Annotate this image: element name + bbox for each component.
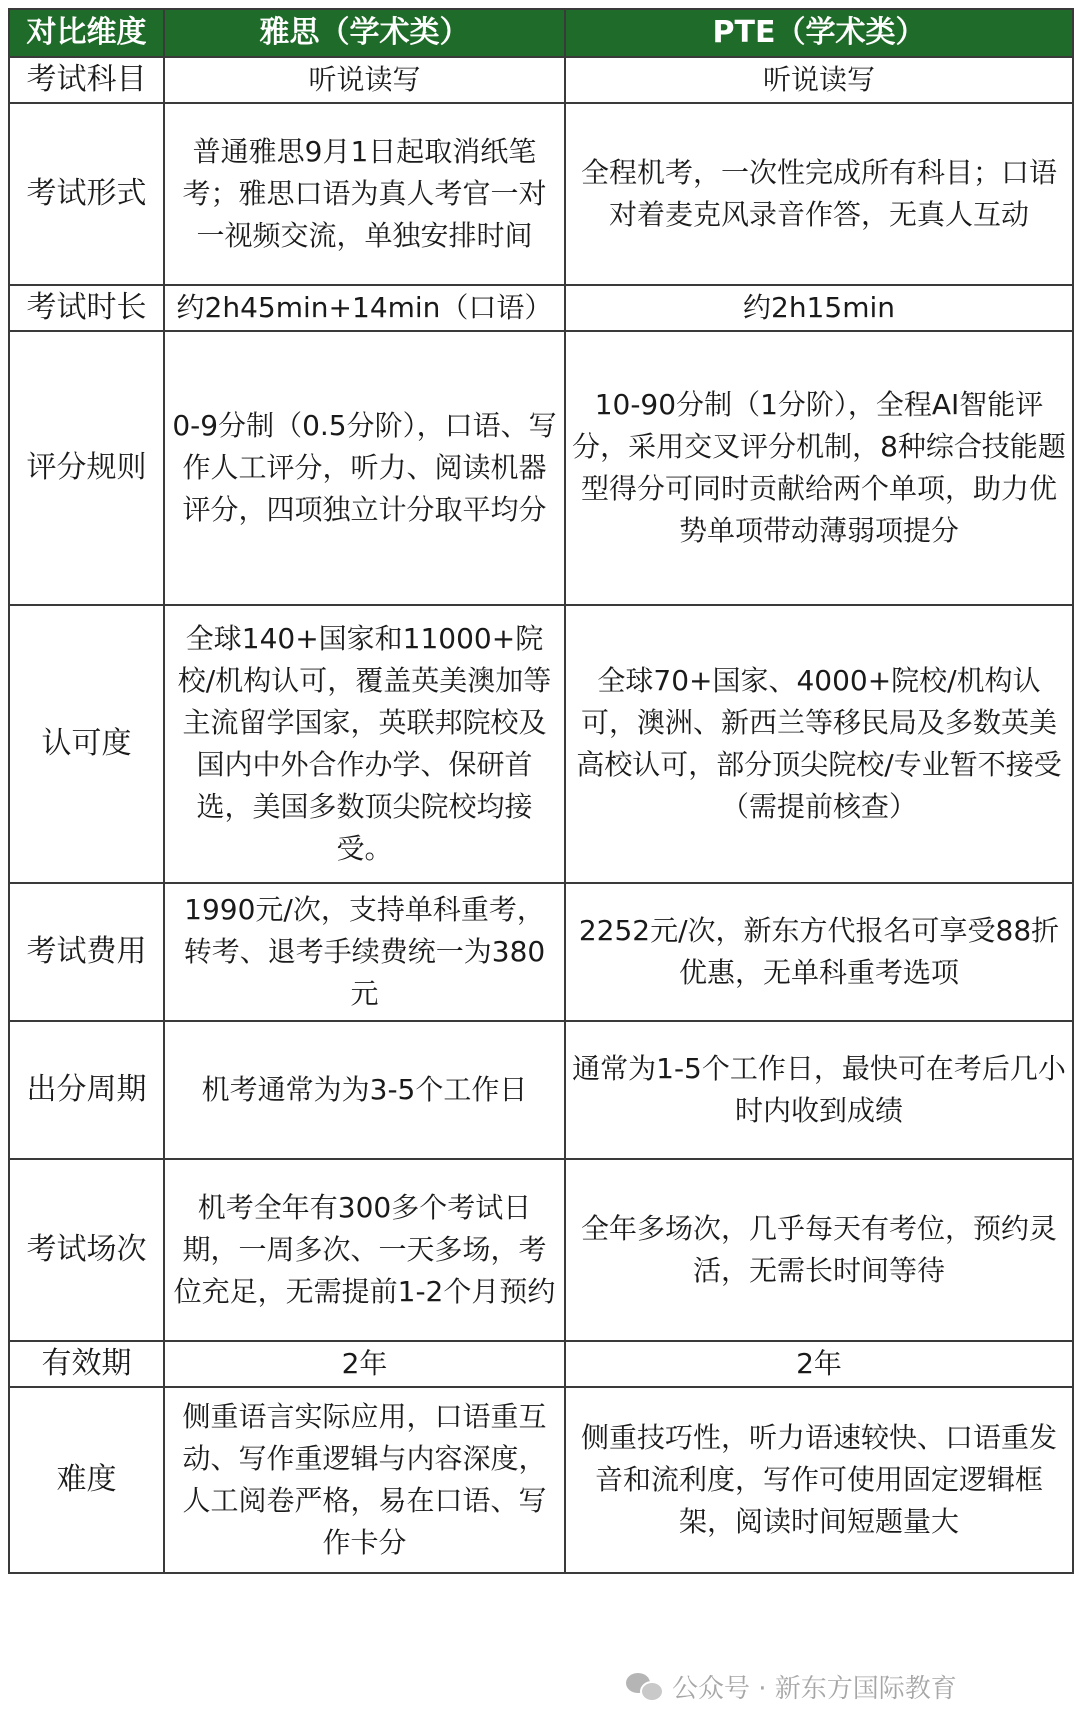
ielts-cell: 1990元/次，支持单科重考，转考、退考手续费统一为380元 bbox=[164, 883, 565, 1021]
pte-cell: 约2h15min bbox=[565, 285, 1073, 331]
dimension-cell: 认可度 bbox=[9, 605, 164, 883]
watermark bbox=[620, 1664, 963, 1708]
dimension-cell: 有效期 bbox=[9, 1341, 164, 1387]
ielts-cell: 全球140+国家和11000+院校/机构认可，覆盖英美澳加等主流留学国家，英联邦院校及国内中外合作办学、保研首选，美国多数顶尖院校均接受。 bbox=[164, 605, 565, 883]
pte-cell: 听说读写 bbox=[565, 57, 1073, 103]
ielts-cell: 约2h45min+14min（口语） bbox=[164, 285, 565, 331]
pte-cell: 2年 bbox=[565, 1341, 1073, 1387]
dimension-cell: 评分规则 bbox=[9, 331, 164, 605]
dimension-cell: 考试费用 bbox=[9, 883, 164, 1021]
dimension-cell: 考试科目 bbox=[9, 57, 164, 103]
pte-cell: 全程机考，一次性完成所有科目；口语对着麦克风录音作答，无真人互动 bbox=[565, 103, 1073, 285]
table-row bbox=[9, 1341, 1073, 1387]
header-dimension: 对比维度 bbox=[9, 9, 164, 57]
ielts-cell: 侧重语言实际应用，口语重互动、写作重逻辑与内容深度，人工阅卷严格，易在口语、写作卡分 bbox=[164, 1387, 565, 1573]
table-row bbox=[9, 605, 1073, 883]
table-row bbox=[9, 285, 1073, 331]
watermark-label: 公众号 · 新东方国际教育 bbox=[672, 1673, 957, 1704]
ielts-cell: 听说读写 bbox=[164, 57, 565, 103]
dimension-cell: 出分周期 bbox=[9, 1021, 164, 1159]
table-row bbox=[9, 57, 1073, 103]
ielts-cell: 普通雅思9月1日起取消纸笔考；雅思口语为真人考官一对一视频交流，单独安排时间 bbox=[164, 103, 565, 285]
dimension-cell: 考试场次 bbox=[9, 1159, 164, 1341]
pte-cell: 全球70+国家、4000+院校/机构认可，澳洲、新西兰等移民局及多数英美高校认可，部分顶尖院校/专业暂不接受（需提前核查） bbox=[565, 605, 1073, 883]
dimension-cell: 考试形式 bbox=[9, 103, 164, 285]
comparison-table-wrapper bbox=[8, 8, 1072, 1574]
comparison-table bbox=[8, 8, 1074, 1574]
ielts-cell: 机考全年有300多个考试日期，一周多次、一天多场，考位充足，无需提前1-2个月预约 bbox=[164, 1159, 565, 1341]
pte-cell: 10-90分制（1分阶），全程AI智能评分，采用交叉评分机制，8种综合技能题型得分可同时贡献给两个单项，助力优势单项带动薄弱项提分 bbox=[565, 331, 1073, 605]
pte-cell: 侧重技巧性，听力语速较快、口语重发音和流利度，写作可使用固定逻辑框架，阅读时间短题量大 bbox=[565, 1387, 1073, 1573]
ielts-cell: 0-9分制（0.5分阶），口语、写作人工评分，听力、阅读机器评分，四项独立计分取平均分 bbox=[164, 331, 565, 605]
table-row bbox=[9, 103, 1073, 285]
pte-cell: 全年多场次，几乎每天有考位，预约灵活，无需长时间等待 bbox=[565, 1159, 1073, 1341]
header-ielts: 雅思（学术类） bbox=[164, 9, 565, 57]
ielts-cell: 2年 bbox=[164, 1341, 565, 1387]
wechat-icon bbox=[626, 1671, 662, 1701]
ielts-cell: 机考通常为为3-5个工作日 bbox=[164, 1021, 565, 1159]
table-row bbox=[9, 1387, 1073, 1573]
table-header-row bbox=[9, 9, 1073, 57]
table-row bbox=[9, 331, 1073, 605]
dimension-cell: 考试时长 bbox=[9, 285, 164, 331]
dimension-cell: 难度 bbox=[9, 1387, 164, 1573]
pte-cell: 2252元/次，新东方代报名可享受88折优惠，无单科重考选项 bbox=[565, 883, 1073, 1021]
table-row bbox=[9, 883, 1073, 1021]
table-row bbox=[9, 1021, 1073, 1159]
table-row bbox=[9, 1159, 1073, 1341]
pte-cell: 通常为1-5个工作日，最快可在考后几小时内收到成绩 bbox=[565, 1021, 1073, 1159]
header-pte: PTE（学术类） bbox=[565, 9, 1073, 57]
